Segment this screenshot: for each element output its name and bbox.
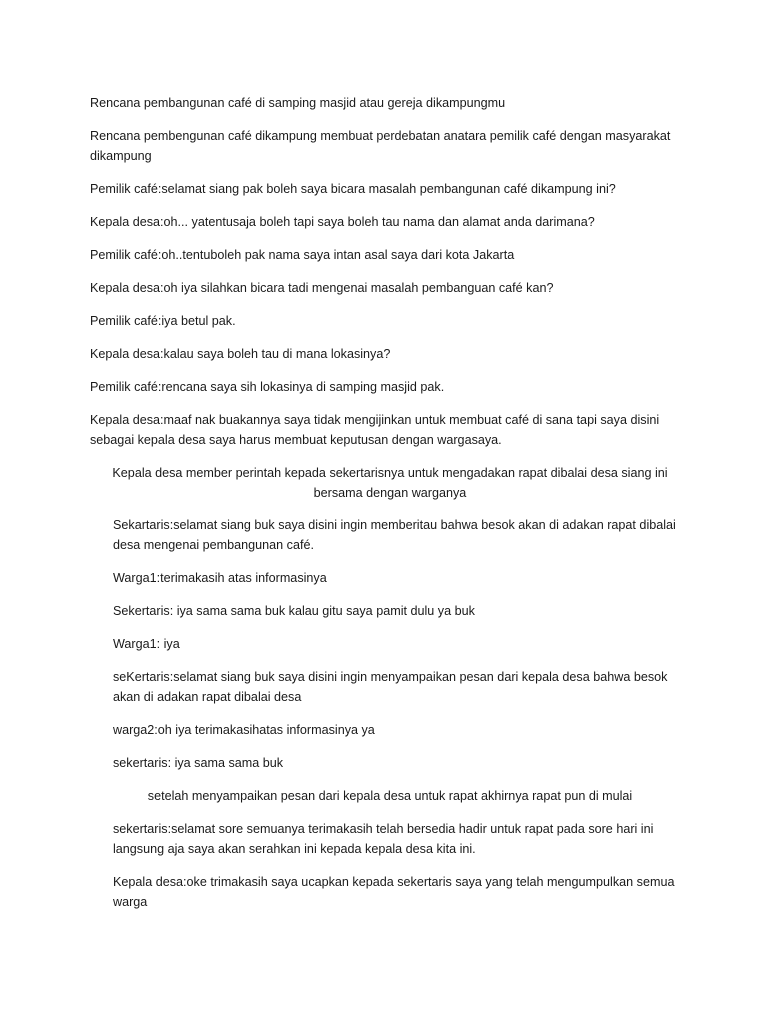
- dialogue-line: Warga1: iya: [113, 637, 180, 651]
- dialogue-line: Pemilik café:selamat siang pak boleh saya bicara masalah pembangunan café dikampung ini?: [90, 182, 616, 196]
- narration-line: setelah menyampaikan pesan dari kepala desa untuk rapat akhirnya rapat pun di mulai: [147, 789, 633, 803]
- dialogue-line: Pemilik café:oh..tentuboleh pak nama saya intan asal saya dari kota Jakarta: [90, 248, 515, 262]
- dialogue-line: Sekertaris: iya sama sama buk kalau gitu saya pamit dulu ya buk: [113, 604, 475, 618]
- dialogue-line: Kepala desa:oh iya silahkan bicara tadi mengenai masalah pembanguan café kan?: [90, 281, 554, 295]
- dialogue-line: Pemilik café:iya betul pak.: [90, 314, 236, 328]
- document-title: Rencana pembangunan café di samping masjid atau gereja dikampungmu: [90, 96, 506, 110]
- dialogue-line: sekertaris: iya sama sama buk: [113, 756, 284, 770]
- narration-line: Kepala desa member perintah kepada sekertarisnya untuk mengadakan rapat dibalai desa siang ini bersama dengan warganya: [112, 466, 668, 500]
- dialogue-line: Kepala desa:oh... yatentusaja boleh tapi saya boleh tau nama dan alamat anda darimana?: [90, 215, 595, 229]
- dialogue-line: Warga1:terimakasih atas informasinya: [113, 571, 327, 585]
- dialogue-line: warga2:oh iya terimakasihatas informasinya ya: [113, 723, 375, 737]
- dialogue-line: Kepala desa:oke trimakasih saya ucapkan kepada sekertaris saya yang telah mengumpulkan semua warga: [113, 875, 675, 909]
- dialogue-line: sekertaris:selamat sore semuanya terimakasih telah bersedia hadir untuk rapat pada sore hari ini langsung aja saya akan serahkan ini kepada kepala desa kita ini.: [113, 822, 654, 856]
- dialogue-line: Pemilik café:rencana saya sih lokasinya di samping masjid pak.: [90, 380, 445, 394]
- dialogue-line: Kepala desa:kalau saya boleh tau di mana lokasinya?: [90, 347, 391, 361]
- paragraph: Rencana pembengunan café dikampung membuat perdebatan anatara pemilik café dengan masyarakat dikampung: [90, 129, 671, 163]
- dialogue-line: Sekartaris:selamat siang buk saya disini ingin memberitau bahwa besok akan di adakan rapat dibalai desa mengenai pembangunan café.: [113, 518, 676, 552]
- dialogue-line: Kepala desa:maaf nak buakannya saya tidak mengijinkan untuk membuat café di sana tapi saya disini sebagai kepala desa saya harus membuat keputusan dengan wargasaya.: [90, 413, 660, 447]
- dialogue-line: seKertaris:selamat siang buk saya disini ingin menyampaikan pesan dari kepala desa bahwa besok akan di adakan rapat dibalai desa: [113, 670, 668, 704]
